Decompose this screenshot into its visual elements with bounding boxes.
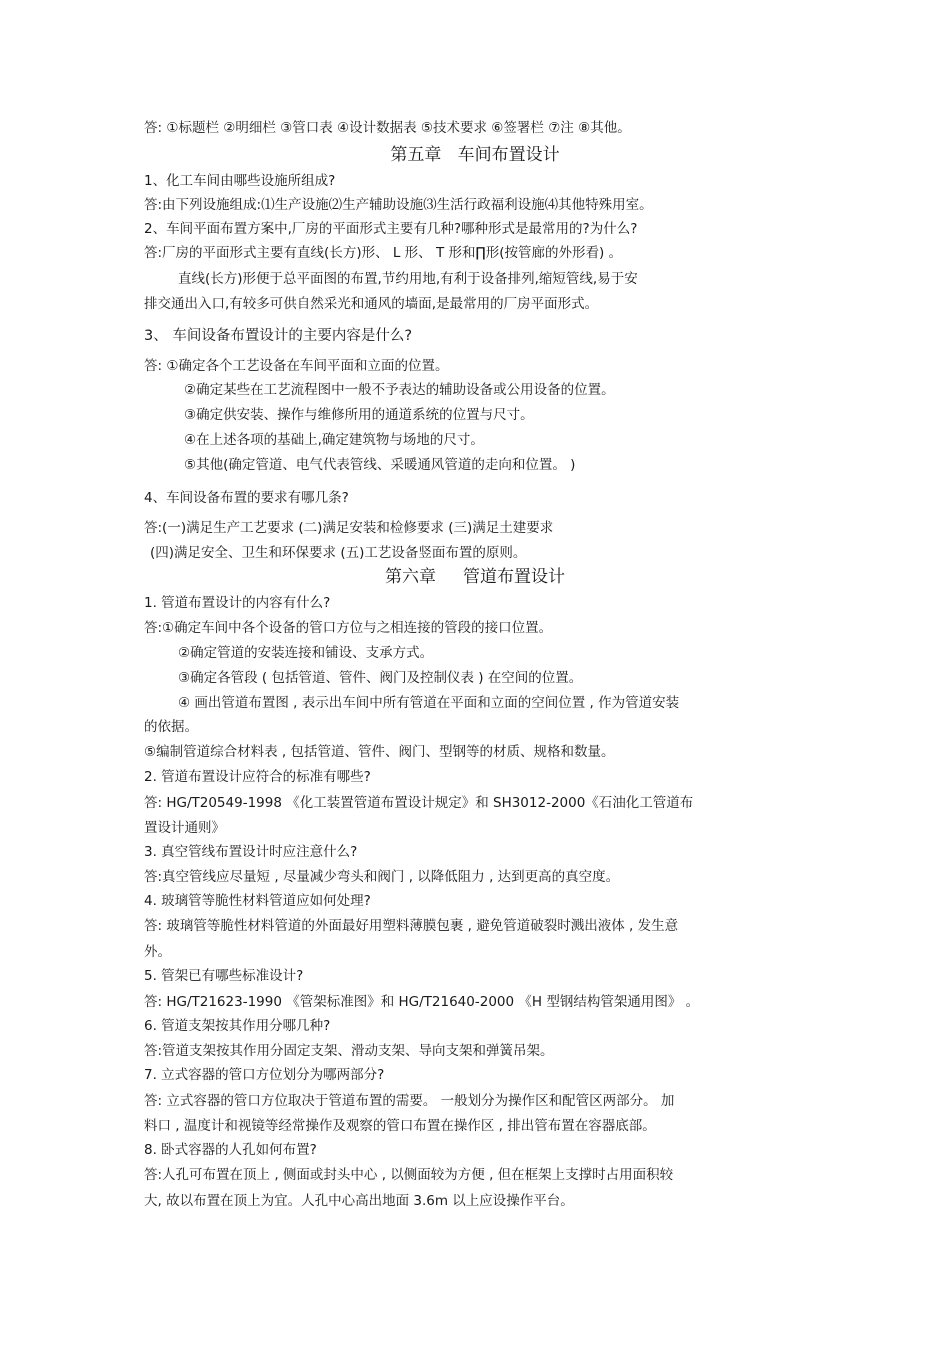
question-6-6: 6. 管道支架按其作用分哪几种? <box>144 1018 331 1034</box>
answer-6-1-item-3: ③确定各管段 ( 包括管道、管件、阀门及控制仪表 ) 在空间的位置。 <box>178 670 583 686</box>
question-6-5: 5. 管架已有哪些标准设计? <box>144 968 304 984</box>
question-2: 2、车间平面布置方案中,厂房的平面形式主要有几种?哪种形式是最常用的?为什么? <box>144 221 638 237</box>
question-3: 3、 车间设备布置设计的主要内容是什么? <box>144 328 413 344</box>
answer-6-7-cont: 料口 , 温度计和视镜等经常操作及观察的管口布置在操作区 , 排出管布置在容器底部。 <box>144 1118 656 1134</box>
question-1: 1、化工车间由哪些设施所组成? <box>144 173 336 189</box>
answer-2: 答:厂房的平面形式主要有直线(长方)形、 L 形、 T 形和∏形(按管廊的外形看) 。 <box>144 245 623 261</box>
answer-3-item-3: ③确定供安装、操作与维修所用的通道系统的位置与尺寸。 <box>184 407 534 423</box>
answer-3-item-4: ④在上述各项的基础上,确定建筑物与场地的尺寸。 <box>184 432 484 448</box>
answer-6-2-cont: 置设计通则》 <box>144 820 225 836</box>
answer-6-1-item-1: 答:①确定车间中各个设备的管口方位与之相连接的管段的接口位置。 <box>144 620 553 636</box>
answer-6-7: 答: 立式容器的管口方位取决于管道布置的需要。 一般划分为操作区和配管区两部分。 加 <box>144 1093 675 1109</box>
answer-6-3: 答:真空管线应尽量短 , 尽量减少弯头和阀门 , 以降低阻力 , 达到更高的真空度。 <box>144 869 620 885</box>
answer-6-8: 答:人孔可布置在顶上 , 侧面或封头中心 , 以侧面较为方便 , 但在框架上支撑时占用面积较 <box>144 1167 674 1183</box>
question-6-8: 8. 卧式容器的人孔如何布置? <box>144 1142 317 1158</box>
answer-6-6: 答:管道支架按其作用分固定支架、滑动支架、导向支架和弹簧吊架。 <box>144 1043 554 1059</box>
question-4: 4、车间设备布置的要求有哪几条? <box>144 490 349 506</box>
answer-4-cont: (四)满足安全、卫生和环保要求 (五)工艺设备竖面布置的原则。 <box>150 545 527 561</box>
answer-6-1-item-4-cont: 的依据。 <box>144 719 198 735</box>
question-6-4: 4. 玻璃管等脆性材料管道应如何处理? <box>144 893 371 909</box>
answer-3-item-2: ②确定某些在工艺流程图中一般不予表达的辅助设备或公用设备的位置。 <box>184 382 615 398</box>
chapter-5-heading: 第五章 车间布置设计 <box>390 145 560 165</box>
answer-4: 答:(一)满足生产工艺要求 (二)满足安装和检修要求 (三)满足土建要求 <box>144 520 554 536</box>
answer-1: 答:由下列设施组成:⑴生产设施⑵生产辅助设施⑶生活行政福利设施⑷其他特殊用室。 <box>144 197 653 213</box>
answer-3-item-1: 答: ①确定各个工艺设备在车间平面和立面的位置。 <box>144 358 449 374</box>
question-6-2: 2. 管道布置设计应符合的标准有哪些? <box>144 769 371 785</box>
question-6-1: 1. 管道布置设计的内容有什么? <box>144 595 331 611</box>
answer-6-4: 答: 玻璃管等脆性材料管道的外面最好用塑料薄膜包裹 , 避免管道破裂时溅出液体 , 发生意 <box>144 918 679 934</box>
chapter-6-heading: 第六章 管道布置设计 <box>384 567 566 587</box>
answer-2-paragraph: 直线(长方)形便于总平面图的布置,节约用地,有利于设备排列,缩短管线,易于安 <box>178 271 638 287</box>
answer-6-1-item-4: ④ 画出管道布置图 , 表示出车间中所有管道在平面和立面的空间位置 , 作为管道安装 <box>178 695 680 711</box>
answer-6-8-cont: 大, 故以布置在顶上为宜。人孔中心高出地面 3.6m 以上应设操作平台。 <box>144 1193 574 1209</box>
answer-6-1-item-2: ②确定管道的安装连接和铺设、支承方式。 <box>178 645 434 661</box>
answer-6-4-cont: 外。 <box>144 944 171 960</box>
question-6-3: 3. 真空管线布置设计时应注意什么? <box>144 844 358 860</box>
answer-line: 答: ①标题栏 ②明细栏 ③管口表 ④设计数据表 ⑤技术要求 ⑥签署栏 ⑦注 ⑧其他。 <box>144 120 631 136</box>
answer-6-2: 答: HG/T20549-1998 《化工装置管道布置设计规定》和 SH3012-2000《石油化工管道布 <box>144 795 694 811</box>
answer-2-paragraph-cont: 排交通出入口,有较多可供自然采光和通风的墙面,是最常用的厂房平面形式。 <box>144 296 599 312</box>
answer-6-5: 答: HG/T21623-1990 《管架标准图》和 HG/T21640-2000 《H 型钢结构管架通用图》 。 <box>144 994 700 1010</box>
answer-3-item-5: ⑤其他(确定管道、电气代表管线、采暖通风管道的走向和位置。 ) <box>184 457 576 473</box>
answer-6-1-item-5: ⑤编制管道综合材料表 , 包括管道、管件、阀门、型钢等的材质、规格和数量。 <box>144 744 615 760</box>
question-6-7: 7. 立式容器的管口方位划分为哪两部分? <box>144 1067 385 1083</box>
